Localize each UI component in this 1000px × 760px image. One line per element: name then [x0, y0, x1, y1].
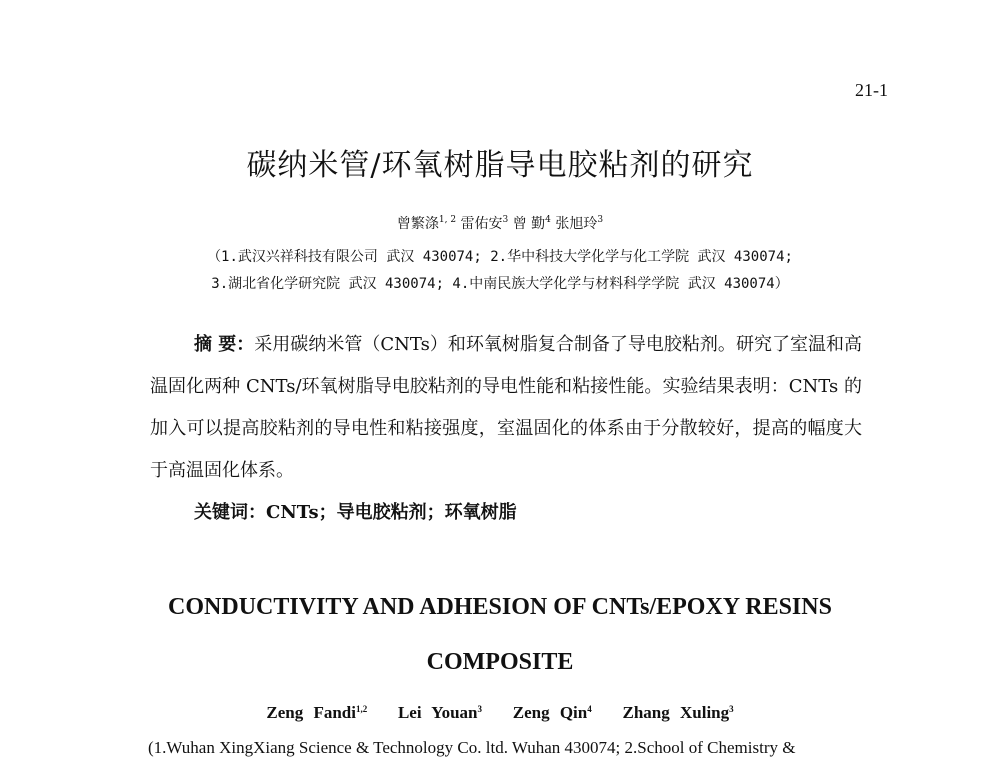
- author-name: 雷佑安: [460, 216, 503, 232]
- english-affiliations-line-1: (1.Wuhan XingXiang Science & Technology Co. ltd. Wuhan 430074; 2.School of Chemistry &: [148, 738, 796, 757]
- keywords-text: CNTs；导电胶粘剂；环氧树脂: [266, 502, 517, 523]
- abstract-text: 采用碳纳米管（CNTs）和环氧树脂复合制备了导电胶粘剂。研究了室温和高温固化两种 CNTs/环氧树脂导电胶粘剂的导电性能和粘接性能。实验结果表明：CNTs 的加入可以提高胶粘剂的导电性和粘接强度，室温固化的体系由于分散较好，提高的幅度大于高温固化体系。: [150, 334, 862, 481]
- keywords-label: 关键词：: [194, 502, 266, 523]
- page-number: 21-1: [855, 80, 888, 100]
- author-affiliation-mark: 3: [502, 215, 509, 225]
- chinese-affiliations-line-1: （1.武汉兴祥科技有限公司 武汉 430074; 2.华中科技大学化学与化工学院 武汉 430074;: [207, 249, 793, 265]
- author-name: Zhang Xuling: [622, 703, 730, 722]
- author-name: Lei Youan: [397, 703, 478, 722]
- chinese-authors: [0, 213, 1000, 233]
- author-affiliation-mark: 4: [545, 215, 551, 225]
- author-name: Zeng Qin: [512, 703, 588, 722]
- author-affiliation-mark: 4: [587, 704, 592, 714]
- chinese-title: 碳纳米管/环氧树脂导电胶粘剂的研究: [246, 148, 754, 183]
- chinese-affiliations-line-2: 3.湖北省化学研究院 武汉 430074; 4.中南民族大学化学与材料科学学院 武汉 430074）: [211, 276, 789, 292]
- keywords: [150, 492, 862, 534]
- english-title-line-2: COMPOSITE: [426, 649, 574, 675]
- abstract-label: 摘 要：: [194, 334, 255, 355]
- author-name: 张旭玲: [555, 216, 598, 232]
- english-authors: [0, 703, 1000, 723]
- author-name: 曾繁涤: [396, 216, 439, 232]
- author-name: Zeng Fandi: [266, 703, 356, 722]
- author-affiliation-mark: 1, 2: [438, 215, 457, 225]
- author-affiliation-mark: 3: [477, 704, 482, 714]
- author-affiliation-mark: 3: [597, 215, 604, 225]
- english-title-line-1: CONDUCTIVITY AND ADHESION OF CNTs/EPOXY RESINS: [168, 594, 832, 620]
- author-affiliation-mark: 1,2: [355, 704, 368, 714]
- chinese-abstract: [150, 324, 862, 534]
- author-name: 曾 勤: [512, 216, 546, 232]
- abstract-paragraph: [150, 324, 862, 492]
- author-affiliation-mark: 3: [729, 704, 734, 714]
